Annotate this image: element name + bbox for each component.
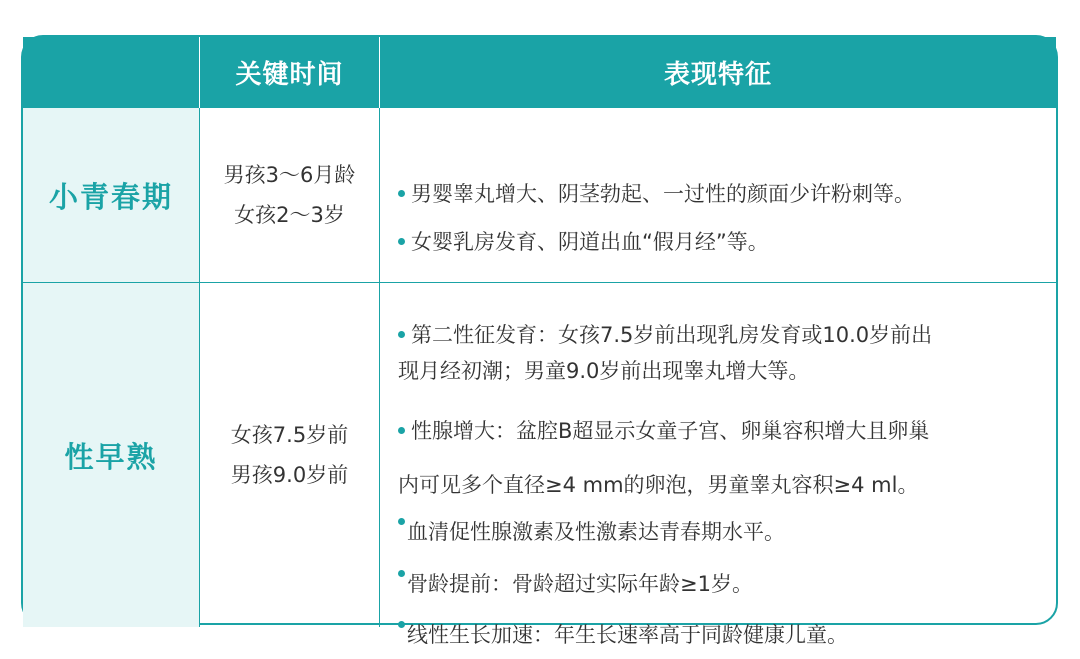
category-cell [23,283,200,627]
feature-item [398,566,1044,602]
feature-text: 女婴乳房发育、阴道出血“假月经”等。 [411,230,769,254]
feature-item [398,404,1044,512]
bullet-icon [398,621,405,628]
time-line: 女孩2～3岁 [234,203,345,227]
bullet-icon [398,427,405,434]
category-label: 小青春期 [48,179,173,214]
features-cell [380,108,1056,282]
feature-item [398,176,1044,212]
category-label: 性早熟 [64,439,158,474]
header-time-label: 关键时间 [235,60,344,90]
feature-text-continued: 现月经初潮；男童9.0岁前出现睾丸增大等。 [398,359,810,383]
feature-text: 血清促性腺激素及性激素达青春期水平。 [407,520,785,544]
time-line: 男孩3～6月龄 [223,163,356,187]
header-corner-cell [23,37,200,108]
feature-text: 骨龄提前：骨龄超过实际年龄≥1岁。 [407,572,753,596]
time-cell [200,108,380,282]
feature-table [21,35,1058,647]
bullet-icon [398,518,405,525]
feature-item [398,224,1044,260]
header-features-label: 表现特征 [663,60,772,90]
table-row [23,108,1056,283]
feature-text: 线性生长加速：年生长速率高于同龄健康儿童。 [407,623,848,647]
bullet-icon [398,570,405,577]
table-row [23,283,1056,647]
bullet-icon [398,190,405,197]
table-header-row [23,37,1056,108]
bullet-icon [398,331,405,338]
bullet-icon [398,238,405,245]
features-cell [380,283,1056,647]
header-cell-time [200,37,380,108]
time-line: 男孩9.0岁前 [230,463,349,487]
feature-item [398,317,1044,389]
feature-text: 第二性征发育：女孩7.5岁前出现乳房发育或10.0岁前出 [411,323,933,347]
header-cell-features [380,37,1056,108]
feature-text: 性腺增大：盆腔B超显示女童子宫、卵巢容积增大且卵巢 [411,419,930,443]
feature-item [398,514,1044,550]
feature-text: 男婴睾丸增大、阴茎勃起、一过性的颜面少许粉刺等。 [411,182,915,206]
feature-item [398,617,1044,653]
feature-text-continued: 内可见多个直径≥4 mm的卵泡，男童睾丸容积≥4 ml。 [398,473,919,497]
time-line: 女孩7.5岁前 [230,423,349,447]
time-cell [200,283,380,627]
category-cell [23,108,200,282]
